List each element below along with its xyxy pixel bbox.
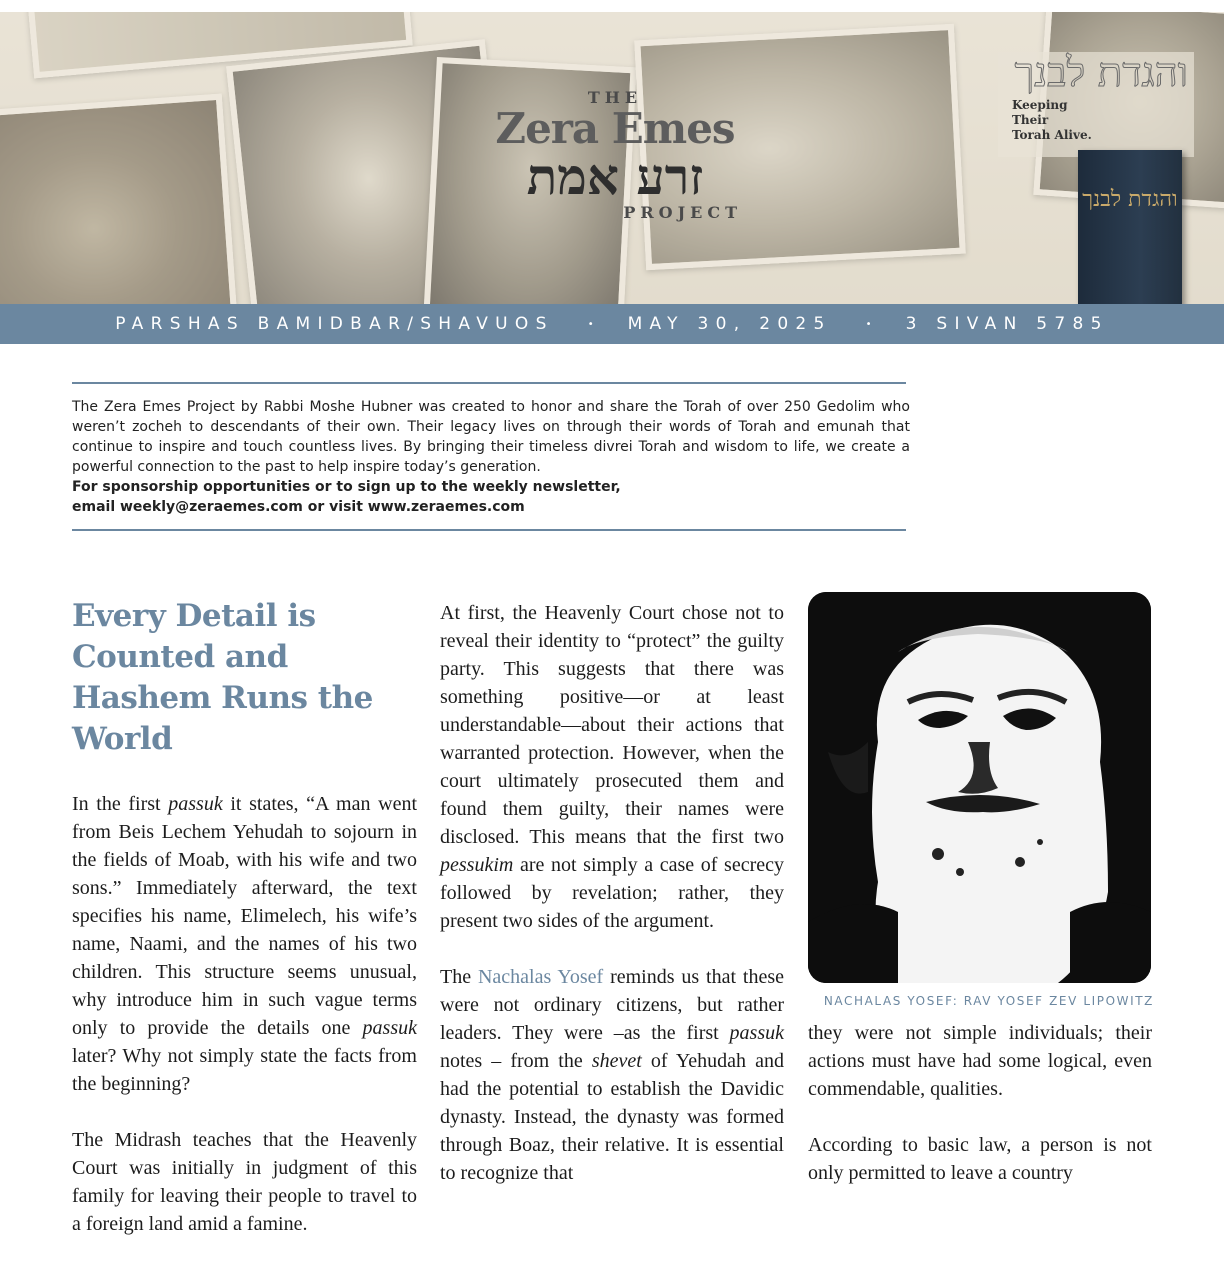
- hebrew-date: 3 SIVAN 5785: [905, 314, 1109, 334]
- article-column-3: [808, 1019, 1152, 1187]
- logo-project: PROJECT: [623, 203, 742, 222]
- rabbi-portrait: [808, 592, 1151, 983]
- paragraph: According to basic law, a person is not only permitted to leave a country: [808, 1134, 1152, 1184]
- portrait-caption: NACHALAS YOSEF: RAV YOSEF ZEV LIPOWITZ: [823, 994, 1154, 1008]
- separator-dot: •: [865, 318, 872, 330]
- portrait-image: [808, 592, 1151, 983]
- contact-line: email weekly@zeraemes.com or visit www.zeraemes.com: [72, 499, 525, 515]
- parsha-name: PARSHAS BAMIDBAR/SHAVUOS: [115, 314, 554, 334]
- divider-top: [72, 382, 906, 384]
- book-title: והגדת לבנך: [1082, 187, 1178, 212]
- header-banner: [0, 12, 1224, 304]
- paragraph: they were not simple individuals; their actions must have had some logical, even commendable, qualities.: [808, 1022, 1152, 1100]
- divider-bottom: [72, 529, 906, 531]
- article-column-1: [72, 596, 417, 1238]
- article-headline: Every Detail is Counted and Hashem Runs the World: [72, 598, 373, 757]
- term-shevet: shevet: [591, 1050, 642, 1072]
- paragraph: In the first passuk it states, “A man went from Beis Lechem Yehudah to sojourn in the fields of Moab, with his wife and two sons.” Immediately afterward, the text specifies his name, Elimelech, his wife’s name, Naami, and the names of his two children. This structure seems unusual, why introduce him in such vague terms only to provide the details one passuk later? Why not simply state the facts from the beginning?: [72, 793, 417, 1095]
- sponsor-line: For sponsorship opportunities or to sign up to the weekly newsletter,: [72, 479, 621, 495]
- logo-the: THE: [587, 88, 643, 107]
- vehigadta-promo[interactable]: [998, 52, 1194, 157]
- term-passuk: passuk: [362, 1017, 417, 1039]
- logo-main-text: Zera Emes: [495, 104, 735, 153]
- project-description: The Zera Emes Project by Rabbi Moshe Hubner was created to honor and share the Torah of over 250 Gedolim who weren’t zocheh to descendants of their own. Their legacy lives on through their words of Torah and emunah that continue to inspire and touch countless lives. By bringing their timeless divrei Torah and wisdom to life, we create a powerful connection to the past to help inspire today’s generation.: [72, 399, 910, 475]
- gregorian-date: MAY 30, 2025: [627, 314, 832, 334]
- paragraph: The Nachalas Yosef reminds us that these were not ordinary citizens, but rather leaders. They were –as the first passuk notes – from the shevet of Yehudah and had the potential to establish the Davidic dynasty. Instead, the dynasty was formed through Boaz, their relative. It is essential to recognize that: [440, 966, 785, 1184]
- promo-tagline: Keeping Their Torah Alive.: [1012, 98, 1092, 142]
- paragraph: At first, the Heavenly Court chose not to reveal their identity to “protect” the guilty party. This suggests that there was something positive—or at least understandable—about their actions that warranted protection. However, when the court ultimately prosecuted them and found them guilty, their names were disclosed. This means that the first two pessukim are not simply a case of secrecy followed by revelation; rather, they present two sides of the argument.: [440, 602, 784, 932]
- term-pessukim: pessukim: [440, 854, 514, 876]
- zera-emes-logo[interactable]: [470, 88, 760, 222]
- logo-hebrew-text: זרע אמת: [526, 147, 704, 206]
- term-passuk: passuk: [168, 793, 223, 815]
- separator-dot: •: [587, 318, 594, 330]
- date-bar: [0, 304, 1224, 344]
- term-passuk: passuk: [729, 1022, 784, 1044]
- book-cover-image[interactable]: [1078, 150, 1182, 304]
- promo-hebrew-title: והגדת לבנך: [1014, 50, 1188, 96]
- article-column-2: [440, 599, 784, 1187]
- intro-block: [72, 397, 910, 517]
- paragraph: The Midrash teaches that the Heavenly Court was initially in judgment of this family for leaving their people to travel to a foreign land amid a famine.: [72, 1129, 417, 1235]
- nachalas-yosef-name: Nachalas Yosef: [477, 966, 604, 988]
